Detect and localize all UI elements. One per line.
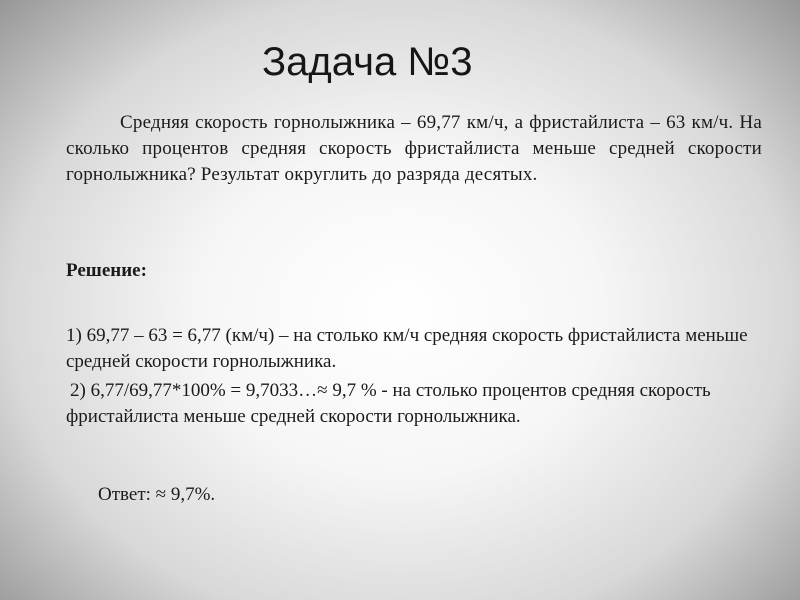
solution-step-1: 1) 69,77 – 63 = 6,77 (км/ч) – на столько км/ч средняя скорость фристайлиста меньше средней скорости горнолыжника. [66, 325, 748, 372]
slide-title: Задача №3 [262, 40, 473, 84]
solution-step-2: 2) 6,77/69,77*100% = 9,7033…≈ 9,7 % - на столько процентов средняя скорость фристайлиста меньше средней скорости горнолыжника. [66, 380, 711, 427]
answer-text: Ответ: ≈ 9,7%. [98, 484, 216, 505]
solution-heading: Решение: [66, 260, 147, 281]
problem-statement: Средняя скорость горнолыжника – 69,77 км/ч, а фристайлиста – 63 км/ч. На сколько процентов средняя скорость фристайлиста меньше средней скорости горнолыжника? Результат округлить до разряда десятых. [66, 112, 762, 185]
